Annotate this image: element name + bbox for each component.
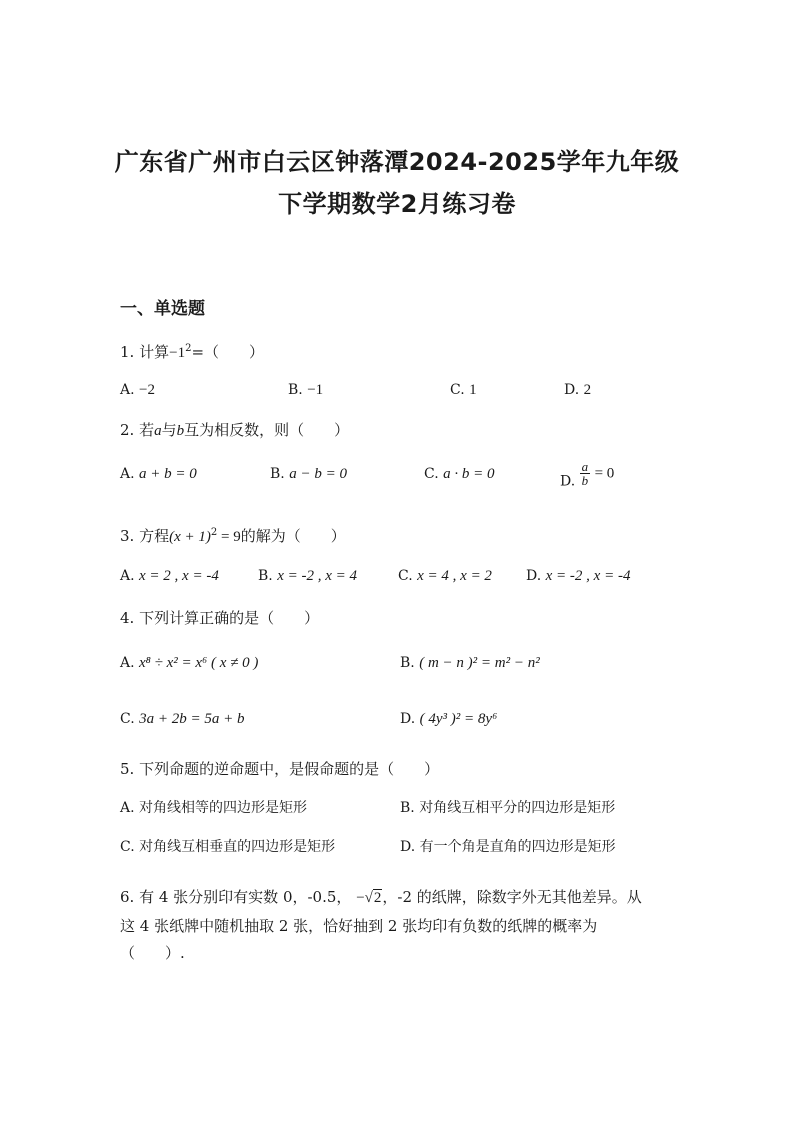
- option-value: 对角线相等的四边形是矩形: [139, 800, 308, 816]
- fraction-numerator: a: [581, 459, 589, 474]
- option-b: [258, 568, 357, 585]
- option-label: D.: [400, 711, 416, 727]
- option-label: B.: [258, 568, 273, 584]
- option-c: [450, 382, 477, 399]
- option-label: D.: [564, 382, 580, 398]
- question-number: 6.: [120, 888, 135, 906]
- option-a: [120, 382, 155, 399]
- option-label: C.: [424, 466, 439, 482]
- option-value: a − b = 0: [289, 466, 347, 482]
- option-label: A.: [120, 382, 135, 398]
- question-text: =（ ）: [191, 343, 265, 361]
- question-number: 3.: [120, 527, 135, 545]
- option-value: 1: [469, 382, 477, 398]
- option-label: C.: [398, 568, 413, 584]
- minus-sign: −: [356, 890, 365, 906]
- option-d: [564, 382, 591, 399]
- question-6-line-2: 这 4 张纸牌中随机抽取 2 张，恰好抽到 2 张均印有负数的纸牌的概率为: [120, 917, 598, 935]
- option-c: [120, 836, 335, 856]
- option-label: B.: [400, 655, 415, 671]
- option-value: ( 4y³ )² = 8y⁶: [419, 711, 498, 727]
- option-label: A.: [120, 800, 135, 816]
- option-label: D.: [560, 473, 576, 490]
- option-value: 有一个角是直角的四边形是矩形: [419, 839, 616, 855]
- math-variable: b: [176, 423, 185, 439]
- option-value: x = -2 , x = 4: [277, 568, 358, 584]
- section-heading: 一、单选题: [120, 299, 205, 319]
- sqrt-expression: −√2: [356, 890, 382, 906]
- option-a: [120, 466, 197, 483]
- option-value: 3a + 2b = 5a + b: [139, 711, 245, 727]
- math-expression: −1: [169, 345, 186, 361]
- option-label: D.: [526, 568, 542, 584]
- option-value: a + b = 0: [139, 466, 197, 482]
- question-number: 2.: [120, 421, 135, 439]
- option-value: x = -2 , x = -4: [545, 568, 631, 584]
- option-value: −1: [307, 382, 324, 398]
- option-value: 对角线互相平分的四边形是矩形: [419, 800, 616, 816]
- option-value: x = 2 , x = -4: [139, 568, 219, 584]
- option-value: −2: [139, 382, 155, 398]
- option-label: B.: [400, 800, 415, 816]
- math-expression: (x + 1): [169, 529, 211, 545]
- radicand: 2: [373, 890, 382, 906]
- option-label: B.: [270, 466, 285, 482]
- page-title: 广东省广州市白云区钟落潭2024-2025学年九年级: [114, 148, 680, 176]
- question-4: [120, 607, 319, 628]
- question-3: [120, 525, 346, 546]
- option-label: C.: [450, 382, 465, 398]
- option-c: [398, 568, 492, 585]
- question-text: 若: [139, 421, 155, 439]
- option-value: x⁸ ÷ x² = x⁶ ( x ≠ 0 ): [139, 655, 259, 671]
- option-c: [424, 466, 495, 483]
- option-d: [400, 836, 616, 856]
- question-text: 互为相反数，则（ ）: [184, 421, 350, 439]
- fraction: [580, 460, 591, 487]
- question-5: [120, 758, 439, 779]
- question-number: 4.: [120, 609, 135, 627]
- option-a: [120, 655, 258, 672]
- question-1: [120, 341, 264, 362]
- question-6-line-3: （ ）.: [120, 944, 185, 962]
- question-6: [120, 886, 642, 907]
- option-d: [400, 711, 497, 728]
- question-text: 的解为（ ）: [240, 527, 346, 545]
- option-a: [120, 568, 219, 585]
- option-c: [120, 711, 245, 728]
- question-text: 有 4 张分别印有实数 0，-0.5，: [139, 888, 352, 906]
- math-variable: a: [154, 423, 162, 439]
- option-value: ( m − n )² = m² − n²: [419, 655, 540, 671]
- page-subtitle: 下学期数学2月练习卷: [278, 190, 516, 218]
- fraction-denominator: b: [581, 473, 589, 488]
- option-label: A.: [120, 655, 135, 671]
- math-expression: = 9: [217, 529, 241, 545]
- option-value: = 0: [594, 465, 615, 482]
- option-a: [120, 797, 307, 817]
- option-b: [288, 382, 323, 399]
- question-number: 1.: [120, 343, 135, 361]
- question-text: ，-2 的纸牌，除数字外无其他差异。从: [382, 888, 642, 906]
- option-label: C.: [120, 711, 135, 727]
- option-b: [400, 655, 540, 672]
- option-value: 对角线互相垂直的四边形是矩形: [139, 839, 336, 855]
- option-d: [560, 460, 614, 490]
- option-label: D.: [400, 839, 416, 855]
- option-label: A.: [120, 568, 135, 584]
- option-value: 2: [583, 382, 592, 398]
- question-text: 下列计算正确的是（ ）: [139, 609, 320, 627]
- option-b: [270, 466, 347, 483]
- question-text: 方程: [139, 527, 170, 545]
- question-number: 5.: [120, 760, 135, 778]
- option-value: a · b = 0: [443, 466, 495, 482]
- exponent: 2: [185, 343, 192, 354]
- option-label: C.: [120, 839, 135, 855]
- option-d: [526, 568, 630, 585]
- option-label: B.: [288, 382, 303, 398]
- question-2: [120, 419, 349, 440]
- option-b: [400, 797, 615, 817]
- option-value: x = 4 , x = 2: [417, 568, 492, 584]
- exponent: 2: [210, 527, 218, 538]
- question-text: 与: [161, 421, 177, 439]
- question-text: 下列命题的逆命题中，是假命题的是（ ）: [139, 760, 440, 778]
- option-label: A.: [120, 466, 135, 482]
- question-text: 计算: [139, 343, 170, 361]
